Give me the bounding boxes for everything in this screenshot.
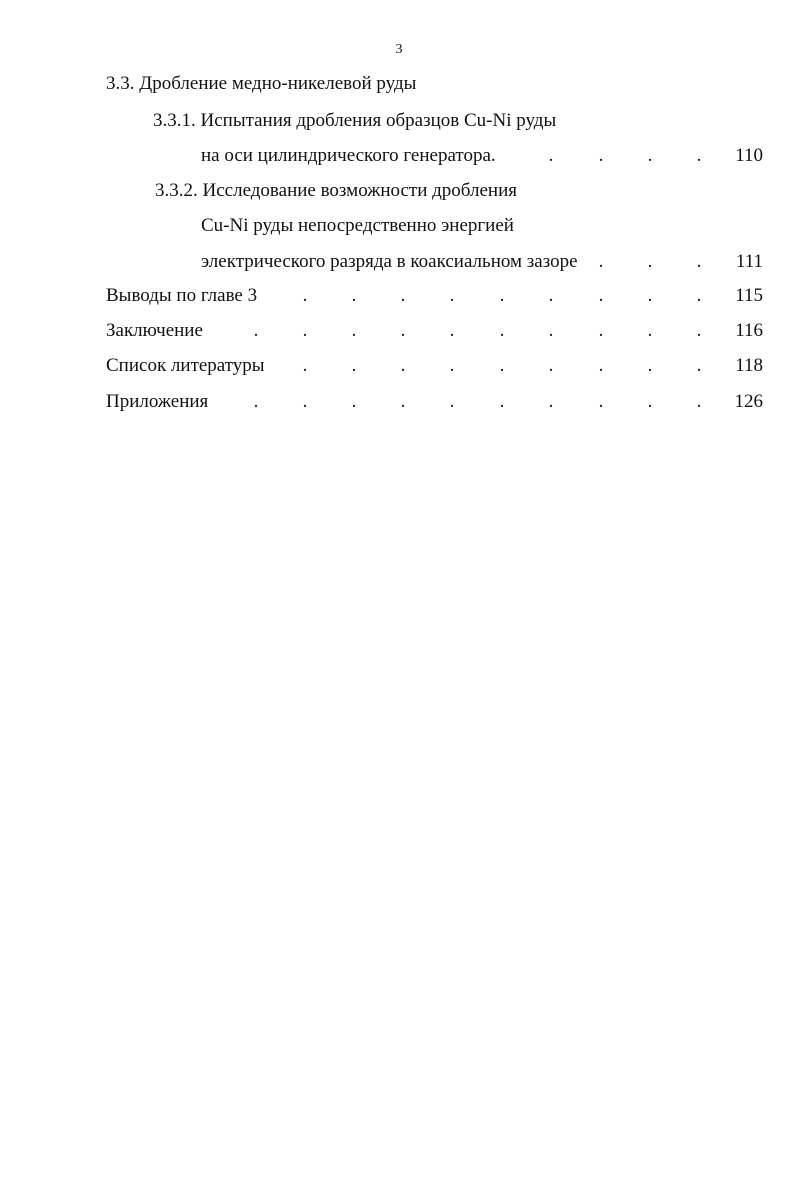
toc-entry-3-3-2	[0, 251, 798, 273]
leader-dot: .	[351, 355, 357, 376]
toc-entry-references	[0, 355, 798, 377]
page-number: 3	[395, 42, 403, 57]
leader-dot: .	[400, 355, 406, 376]
toc-entry-appendices	[0, 391, 798, 413]
leader-dot: .	[499, 285, 505, 306]
leader-dot: .	[696, 320, 702, 341]
leader-dot: .	[598, 320, 604, 341]
leader-dot: .	[548, 355, 554, 376]
toc-page-number: 118	[735, 355, 763, 376]
leader-dot: .	[696, 355, 702, 376]
leader-dot: .	[253, 391, 259, 412]
leader-dot: .	[548, 285, 554, 306]
leader-dot: .	[499, 355, 505, 376]
toc-page-number: 111	[735, 251, 763, 272]
leader-dot: .	[548, 145, 554, 166]
leader-dot: .	[499, 320, 505, 341]
leader-dot: .	[351, 285, 357, 306]
toc-appendices-title: Приложения	[106, 391, 209, 412]
leader-dot: .	[302, 285, 308, 306]
leader-dot: .	[400, 285, 406, 306]
toc-page-number: 110	[735, 145, 763, 166]
leader-dot: .	[351, 320, 357, 341]
leader-dot: .	[449, 320, 455, 341]
toc-section-3-3-title: 3.3. Дробление медно-никелевой руды	[106, 73, 417, 94]
leader-dot: .	[647, 145, 653, 166]
leader-dot: .	[696, 251, 702, 272]
leader-dot: .	[696, 391, 702, 412]
toc-conclusions-ch3-title: Выводы по главе 3	[106, 285, 258, 306]
leader-dot: .	[400, 391, 406, 412]
toc-entry-conclusions-ch3	[0, 285, 798, 307]
toc-section-3-3-2-title-line2: Cu-Ni руды непосредственно энергией	[201, 215, 514, 236]
leader-dot: .	[449, 355, 455, 376]
leader-dot: .	[302, 355, 308, 376]
toc-references-title: Список литературы	[106, 355, 265, 376]
toc-section-3-3-2-title-line3: электрического разряда в коаксиальном зазоре	[201, 251, 578, 272]
leader-dot: .	[449, 285, 455, 306]
leader-dot: .	[253, 320, 259, 341]
toc-section-3-3-1-title-line2: на оси цилиндрического генератора.	[201, 145, 496, 166]
leader-dot: .	[647, 251, 653, 272]
leader-dot: .	[696, 145, 702, 166]
leader-dot: .	[499, 391, 505, 412]
leader-dot: .	[449, 391, 455, 412]
leader-dot: .	[598, 391, 604, 412]
leader-dot: .	[351, 391, 357, 412]
toc-entry-3-3-1	[0, 145, 798, 167]
leader-dot: .	[647, 391, 653, 412]
leader-dot: .	[598, 145, 604, 166]
toc-page-number: 116	[735, 320, 763, 341]
leader-dot: .	[302, 320, 308, 341]
toc-section-3-3-2-title-line1: 3.3.2. Исследование возможности дробления	[155, 180, 517, 201]
leader-dot: .	[696, 285, 702, 306]
leader-dot: .	[548, 320, 554, 341]
toc-conclusion-title: Заключение	[106, 320, 203, 341]
toc-section-3-3-1-title-line1: 3.3.1. Испытания дробления образцов Cu-Ni руды	[153, 110, 557, 131]
leader-dot: .	[598, 251, 604, 272]
leader-dot: .	[302, 391, 308, 412]
toc-page-number: 115	[735, 285, 763, 306]
leader-dot: .	[647, 320, 653, 341]
leader-dot: .	[548, 391, 554, 412]
leader-dot: .	[647, 285, 653, 306]
toc-page-number: 126	[734, 391, 763, 412]
toc-entry-conclusion	[0, 320, 798, 342]
leader-dot: .	[598, 285, 604, 306]
leader-dot: .	[400, 320, 406, 341]
leader-dot: .	[647, 355, 653, 376]
leader-dot: .	[598, 355, 604, 376]
